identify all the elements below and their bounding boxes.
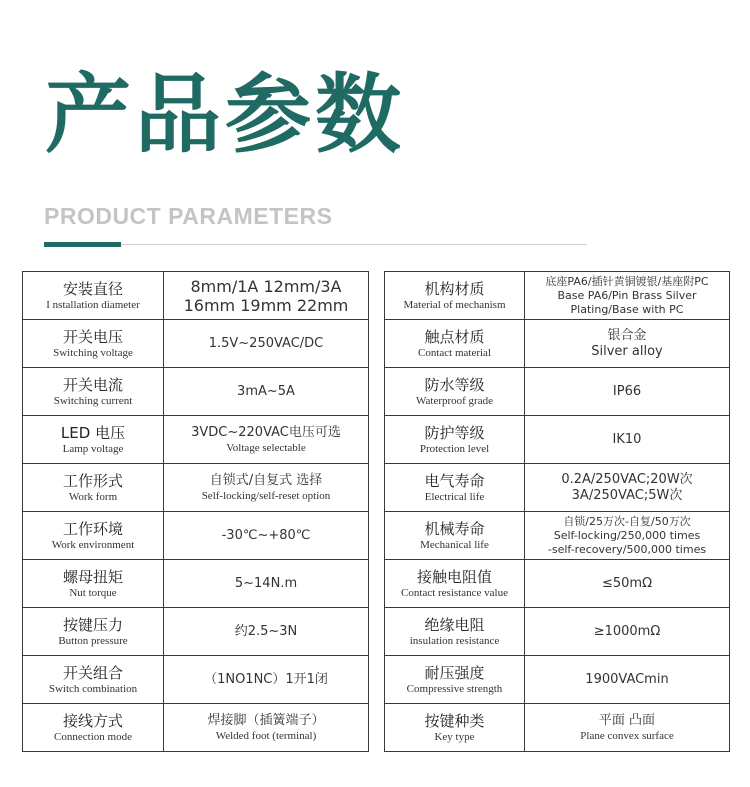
- spec-label-cell: [385, 560, 525, 608]
- spec-label-cn: 电气寿命: [424, 471, 485, 490]
- spec-value-en: Voltage selectable: [226, 441, 306, 454]
- page-subtitle: PRODUCT PARAMETERS: [44, 203, 333, 229]
- spec-value: 3mA~5A: [237, 383, 295, 399]
- spec-label-cn: 开关电流: [62, 375, 123, 394]
- spec-label-en: Electrical life: [424, 490, 485, 503]
- spec-value: 银合金: [607, 327, 647, 343]
- spec-value-cell: [164, 368, 369, 416]
- spec-value: 自锁式/自复式 选择: [209, 472, 323, 488]
- spec-label-en: Button pressure: [58, 634, 128, 647]
- spec-label-cn: 绝缘电阻: [424, 615, 485, 634]
- spec-value-cell: [525, 368, 730, 416]
- spec-label-cell: [385, 416, 525, 464]
- spec-value-cell: [525, 560, 730, 608]
- spec-row: [385, 512, 730, 560]
- spec-label-cell: [385, 272, 525, 320]
- spec-value: 平面 凸面: [598, 712, 656, 728]
- spec-label-cn: 安装直径: [62, 279, 123, 298]
- spec-value-cell: [164, 272, 369, 320]
- spec-label-en: Switch combination: [48, 682, 138, 695]
- spec-value: IK10: [612, 431, 642, 447]
- accent-bar: [44, 242, 121, 247]
- spec-row: [385, 464, 730, 512]
- spec-row: [385, 560, 730, 608]
- spec-value-cell: [525, 272, 730, 320]
- spec-row: [23, 320, 369, 368]
- spec-value-cell: [164, 560, 369, 608]
- spec-value-cell: [164, 512, 369, 560]
- spec-label-en: Mechanical life: [420, 538, 489, 551]
- spec-value: 16mm 19mm 22mm: [183, 295, 349, 315]
- spec-label-cell: [23, 704, 164, 752]
- spec-label-en: Material of mechanism: [403, 298, 506, 311]
- spec-label-cn: 防护等级: [424, 423, 485, 442]
- spec-value: Base PA6/Pin Brass Silver: [557, 288, 697, 302]
- spec-value-en: Plane convex surface: [580, 729, 674, 742]
- spec-label-en: Connection mode: [54, 730, 132, 743]
- spec-label-cell: [23, 320, 164, 368]
- spec-label-en: insulation resistance: [409, 634, 500, 647]
- spec-value: 0.2A/250VAC;20W次: [561, 471, 693, 487]
- spec-label-cn: 开关电压: [62, 327, 123, 346]
- spec-label-cell: [23, 560, 164, 608]
- spec-row: [23, 560, 369, 608]
- spec-label-en: I nstallation diameter: [46, 298, 140, 311]
- spec-label-en: Contact material: [418, 346, 491, 359]
- spec-row: [23, 608, 369, 656]
- spec-row: [385, 368, 730, 416]
- spec-row: [23, 464, 369, 512]
- spec-label-cell: [385, 608, 525, 656]
- spec-value-cell: [164, 608, 369, 656]
- spec-value-cell: [525, 656, 730, 704]
- spec-value-cell: [164, 704, 369, 752]
- spec-label-cell: [23, 608, 164, 656]
- spec-label-cell: [23, 416, 164, 464]
- spec-row: [23, 704, 369, 752]
- spec-label-cn: 触点材质: [424, 327, 485, 346]
- spec-value: 焊接脚（插簧端子）: [207, 712, 325, 728]
- spec-value: 5~14N.m: [234, 575, 298, 591]
- spec-value: Self-locking/250,000 times: [553, 528, 701, 542]
- spec-value: Plating/Base with PC: [570, 302, 684, 316]
- spec-label-cn: LED 电压: [60, 423, 126, 442]
- spec-row: [385, 656, 730, 704]
- spec-label-en: Key type: [434, 730, 475, 743]
- spec-row: [385, 320, 730, 368]
- spec-value-en: Welded foot (terminal): [215, 729, 317, 742]
- spec-value-cell: [164, 416, 369, 464]
- spec-value-cell: [525, 704, 730, 752]
- spec-value-cell: [525, 416, 730, 464]
- spec-label-cell: [23, 512, 164, 560]
- spec-row: [23, 656, 369, 704]
- spec-label-cell: [23, 272, 164, 320]
- spec-label-en: Compressive strength: [406, 682, 503, 695]
- spec-label-cell: [385, 320, 525, 368]
- spec-value-cell: [525, 320, 730, 368]
- spec-value: （1NO1NC）1开1闭: [204, 671, 328, 687]
- spec-label-cn: 开关组合: [62, 663, 123, 682]
- spec-row: [23, 272, 369, 320]
- spec-value: IP66: [612, 383, 642, 399]
- spec-row: [385, 608, 730, 656]
- spec-value: -30℃~+80℃: [221, 527, 311, 543]
- spec-value-cell: [525, 512, 730, 560]
- spec-row: [385, 416, 730, 464]
- spec-label-en: Protection level: [419, 442, 490, 455]
- spec-label-cell: [23, 464, 164, 512]
- spec-value: 约2.5~3N: [234, 623, 298, 639]
- spec-label-cell: [385, 512, 525, 560]
- spec-label-en: Contact resistance value: [401, 586, 508, 599]
- spec-table-right: [384, 271, 730, 752]
- spec-label-cn: 机构材质: [424, 279, 485, 298]
- spec-label-cn: 工作形式: [62, 471, 123, 490]
- spec-label-cell: [385, 656, 525, 704]
- spec-label-cell: [385, 704, 525, 752]
- spec-label-cn: 按键压力: [62, 615, 123, 634]
- spec-value: 1.5V~250VAC/DC: [208, 335, 324, 351]
- spec-value: 3VDC~220VAC电压可选: [191, 424, 341, 440]
- spec-label-cn: 防水等级: [424, 375, 485, 394]
- spec-label-en: Work environment: [51, 538, 135, 551]
- spec-label-cn: 耐压强度: [424, 663, 485, 682]
- spec-label-cn: 机械寿命: [424, 519, 485, 538]
- spec-label-cn: 工作环境: [62, 519, 123, 538]
- spec-label-cell: [23, 656, 164, 704]
- spec-value-en: Self-locking/self-reset option: [201, 489, 331, 502]
- spec-label-cn: 按键种类: [424, 711, 485, 730]
- spec-value-cell: [164, 656, 369, 704]
- spec-value: 8mm/1A 12mm/3A: [190, 276, 342, 296]
- spec-value-cell: [525, 608, 730, 656]
- spec-value: 底座PA6/插针黄铜镀银/基座附PC: [545, 274, 709, 288]
- spec-label-cn: 螺母扭矩: [62, 567, 123, 586]
- spec-row: [23, 512, 369, 560]
- spec-row: [23, 416, 369, 464]
- spec-label-cn: 接线方式: [62, 711, 123, 730]
- spec-label-en: Switching voltage: [53, 346, 133, 359]
- spec-label-cell: [385, 464, 525, 512]
- spec-label-en: Lamp voltage: [62, 442, 124, 455]
- spec-value-cell: [164, 464, 369, 512]
- spec-value: -self-recovery/500,000 times: [547, 542, 707, 556]
- spec-row: [385, 704, 730, 752]
- spec-row: [385, 272, 730, 320]
- spec-value-cell: [525, 464, 730, 512]
- spec-label-en: Nut torque: [69, 586, 117, 599]
- spec-value: ≤50mΩ: [601, 575, 653, 591]
- spec-value: 1900VACmin: [585, 671, 669, 687]
- spec-value: ≥1000mΩ: [593, 623, 661, 639]
- spec-label-cell: [23, 368, 164, 416]
- spec-row: [23, 368, 369, 416]
- spec-label-en: Switching current: [53, 394, 133, 407]
- spec-label-en: Work form: [68, 490, 118, 503]
- spec-value-cell: [164, 320, 369, 368]
- spec-label-cn: 接触电阻值: [416, 567, 492, 586]
- spec-label-cell: [385, 368, 525, 416]
- page-title: 产品参数: [45, 65, 405, 165]
- divider-line: [44, 244, 587, 245]
- spec-table-left: [22, 271, 369, 752]
- spec-value: 3A/250VAC;5W次: [571, 487, 683, 503]
- spec-value: 自锁/25万次-自复/50万次: [563, 514, 691, 528]
- spec-value: Silver alloy: [591, 343, 663, 359]
- spec-label-en: Waterproof grade: [416, 394, 493, 407]
